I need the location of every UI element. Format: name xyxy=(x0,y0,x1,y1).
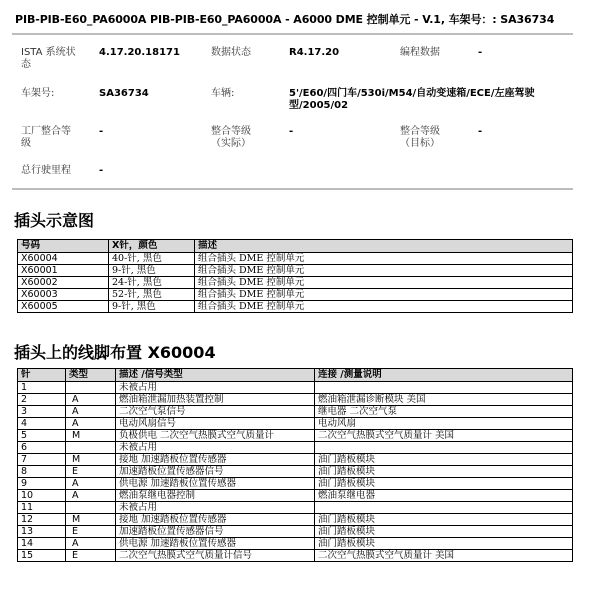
integration-target-label-line1: 整合等级 xyxy=(400,126,440,137)
cell-pin: 8 xyxy=(18,466,66,478)
cell-description: 组合插头 DME 控制单元 xyxy=(195,253,573,265)
data-state-value: R4.17.20 xyxy=(289,47,340,58)
cell-type: A xyxy=(66,406,116,418)
ista-value: 4.17.20.18171 xyxy=(99,47,180,58)
factory-integration-label-line2: 级 xyxy=(21,138,31,149)
cell-pin: 11 xyxy=(18,502,66,514)
cell-connection: 油门踏板模块 xyxy=(315,454,573,466)
programming-value: - xyxy=(478,47,483,58)
cell-connection xyxy=(315,502,573,514)
vehicle-value-line1: 5'/E60/四门车/530i/M54/自动变速箱/ECE/左座驾驶 xyxy=(289,88,535,99)
cell-type: A xyxy=(66,418,116,430)
cell-connection: 油门踏板模块 xyxy=(315,478,573,490)
cell-type: M xyxy=(66,454,116,466)
cell-pin: 15 xyxy=(18,550,66,562)
table-row xyxy=(18,418,573,430)
cell-pins-color: 40-针, 黑色 xyxy=(109,253,195,265)
table-row xyxy=(18,301,573,313)
cell-pin: 2 xyxy=(18,394,66,406)
integration-actual-value: - xyxy=(289,126,294,137)
connector-overview-header-row xyxy=(18,240,573,253)
cell-pins-color: 9-针, 黑色 xyxy=(109,301,195,313)
document-title: PIB-PIB-E60_PA6000A PIB-PIB-E60_PA6000A - A6000 DME 控制单元 - V.1, 车架号：: SA36734 xyxy=(15,13,555,26)
vin-label: 车架号: xyxy=(21,88,55,99)
table-row xyxy=(18,265,573,277)
cell-signal: 接地 加速踏板位置传感器 xyxy=(116,514,315,526)
table-row xyxy=(18,289,573,301)
cell-type: A xyxy=(66,394,116,406)
cell-type xyxy=(66,502,116,514)
table-row xyxy=(18,277,573,289)
cell-connection: 燃油泵继电器 xyxy=(315,490,573,502)
cell-type: M xyxy=(66,430,116,442)
cell-pin: 4 xyxy=(18,418,66,430)
cell-signal: 燃油泵继电器控制 xyxy=(116,490,315,502)
cell-pins-color: 52-针, 黑色 xyxy=(109,289,195,301)
cell-pin: 7 xyxy=(18,454,66,466)
cell-number: X60001 xyxy=(18,265,109,277)
mileage-label: 总行驶里程 xyxy=(21,165,71,176)
pin-layout-table xyxy=(17,368,573,562)
cell-pin: 14 xyxy=(18,538,66,550)
header-pin: 针 xyxy=(18,369,66,382)
cell-description: 组合插头 DME 控制单元 xyxy=(195,277,573,289)
cell-signal: 二次空气泵信号 xyxy=(116,406,315,418)
cell-type xyxy=(66,442,116,454)
cell-type: E xyxy=(66,466,116,478)
integration-actual-label-line1: 整合等级 xyxy=(211,126,251,137)
cell-type xyxy=(66,382,116,394)
cell-signal: 供电源 加速踏板位置传感器 xyxy=(116,478,315,490)
cell-connection: 油门踏板模块 xyxy=(315,538,573,550)
connector-overview-title: 插头示意图 xyxy=(14,211,95,230)
cell-signal: 加速踏板位置传感器信号 xyxy=(116,526,315,538)
table-row xyxy=(18,502,573,514)
cell-type: A xyxy=(66,490,116,502)
cell-signal: 未被占用 xyxy=(116,502,315,514)
cell-connection xyxy=(315,442,573,454)
factory-integration-value: - xyxy=(99,126,104,137)
cell-number: X60003 xyxy=(18,289,109,301)
integration-target-label xyxy=(400,126,440,150)
programming-label: 编程数据 xyxy=(400,47,440,58)
cell-pin: 12 xyxy=(18,514,66,526)
data-state-label: 数据状态 xyxy=(211,47,251,58)
table-row xyxy=(18,406,573,418)
cell-signal: 未被占用 xyxy=(116,442,315,454)
integration-actual-label xyxy=(211,126,251,150)
cell-pins-color: 24-针, 黑色 xyxy=(109,277,195,289)
table-row xyxy=(18,538,573,550)
cell-connection: 油门踏板模块 xyxy=(315,526,573,538)
cell-type: E xyxy=(66,550,116,562)
pin-layout-title: 插头上的线脚布置 X60004 xyxy=(14,343,216,362)
cell-connection: 油门踏板模块 xyxy=(315,466,573,478)
cell-number: X60005 xyxy=(18,301,109,313)
ista-label: ISTA 系统状态 xyxy=(21,47,76,70)
cell-signal: 负极供电 二次空气热膜式空气质量计 xyxy=(116,430,315,442)
header-divider xyxy=(12,33,573,35)
cell-number: X60002 xyxy=(18,277,109,289)
cell-pin: 13 xyxy=(18,526,66,538)
cell-signal: 二次空气热膜式空气质量计信号 xyxy=(116,550,315,562)
cell-connection: 二次空气热膜式空气质量计 美国 xyxy=(315,550,573,562)
cell-description: 组合插头 DME 控制单元 xyxy=(195,301,573,313)
table-row xyxy=(18,454,573,466)
cell-connection: 继电器 二次空气泵 xyxy=(315,406,573,418)
cell-pin: 9 xyxy=(18,478,66,490)
table-row xyxy=(18,466,573,478)
info-divider xyxy=(12,188,573,190)
cell-connection: 油门踏板模块 xyxy=(315,514,573,526)
cell-signal: 电动风扇信号 xyxy=(116,418,315,430)
integration-actual-label-line2: （实际） xyxy=(211,138,251,149)
cell-connection: 燃油箱泄漏诊断模块 美国 xyxy=(315,394,573,406)
integration-target-value: - xyxy=(478,126,483,137)
table-row xyxy=(18,430,573,442)
factory-integration-label-line1: 工厂整合等 xyxy=(21,126,71,137)
cell-number: X60004 xyxy=(18,253,109,265)
cell-type: E xyxy=(66,526,116,538)
cell-description: 组合插头 DME 控制单元 xyxy=(195,289,573,301)
cell-signal: 未被占用 xyxy=(116,382,315,394)
cell-connection: 二次空气热膜式空气质量计 美国 xyxy=(315,430,573,442)
header-pins-color: X针，颜色 xyxy=(109,240,195,253)
cell-signal: 接地 加速踏板位置传感器 xyxy=(116,454,315,466)
cell-connection xyxy=(315,382,573,394)
cell-pins-color: 9-针, 黑色 xyxy=(109,265,195,277)
vehicle-label: 车辆: xyxy=(211,88,235,99)
table-row xyxy=(18,394,573,406)
table-row xyxy=(18,550,573,562)
table-row xyxy=(18,526,573,538)
cell-pin: 3 xyxy=(18,406,66,418)
table-row xyxy=(18,478,573,490)
cell-signal: 加速踏板位置传感器信号 xyxy=(116,466,315,478)
table-row xyxy=(18,442,573,454)
cell-signal: 供电源 加速踏板位置传感器 xyxy=(116,538,315,550)
table-row xyxy=(18,514,573,526)
table-row xyxy=(18,253,573,265)
cell-signal: 燃油箱泄漏加热装置控制 xyxy=(116,394,315,406)
cell-pin: 10 xyxy=(18,490,66,502)
connector-overview-table xyxy=(17,239,573,313)
header-description: 描述 xyxy=(195,240,573,253)
table-row xyxy=(18,490,573,502)
vehicle-value xyxy=(289,88,574,112)
header-type: 类型 xyxy=(66,369,116,382)
mileage-value: - xyxy=(99,165,104,176)
vin-value: SA36734 xyxy=(99,88,149,99)
cell-pin: 5 xyxy=(18,430,66,442)
cell-description: 组合插头 DME 控制单元 xyxy=(195,265,573,277)
factory-integration-label xyxy=(21,126,71,150)
cell-type: A xyxy=(66,478,116,490)
integration-target-label-line2: （目标） xyxy=(400,138,440,149)
cell-connection: 电动风扇 xyxy=(315,418,573,430)
header-signal: 描述 /信号类型 xyxy=(116,369,315,382)
header-number: 号码 xyxy=(18,240,109,253)
cell-type: M xyxy=(66,514,116,526)
vehicle-value-line2: 型/2005/02 xyxy=(289,100,349,111)
pin-layout-header-row xyxy=(18,369,573,382)
cell-pin: 6 xyxy=(18,442,66,454)
cell-type: A xyxy=(66,538,116,550)
header-connection: 连接 /测量说明 xyxy=(315,369,573,382)
table-row xyxy=(18,382,573,394)
cell-pin: 1 xyxy=(18,382,66,394)
